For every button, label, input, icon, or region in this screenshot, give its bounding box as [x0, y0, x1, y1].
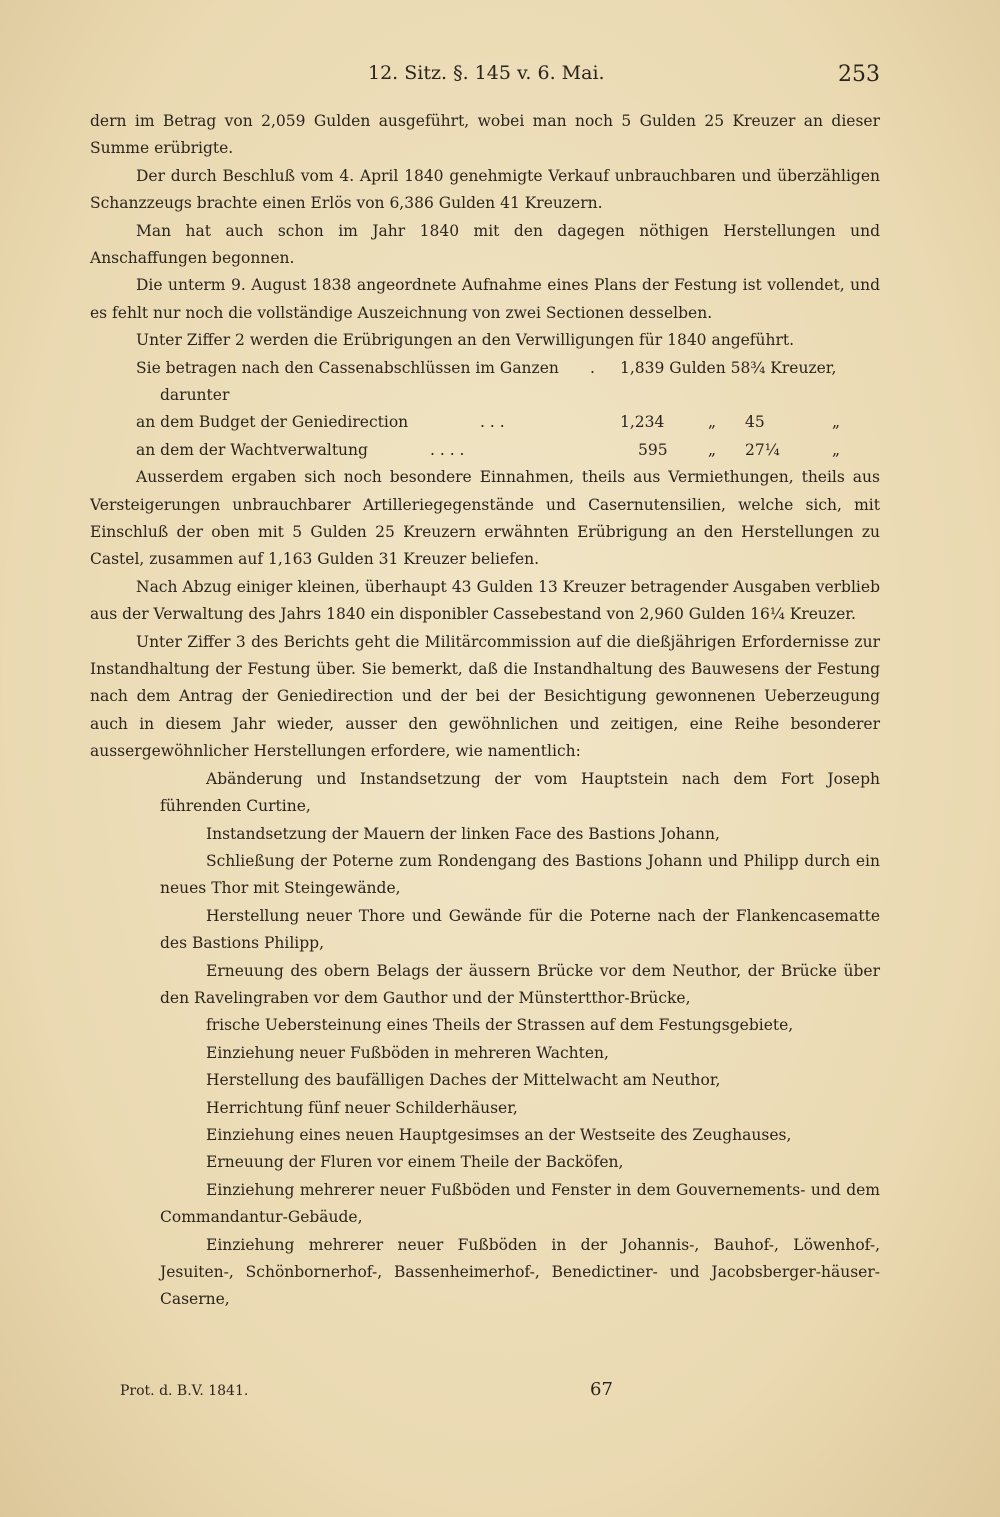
list-item: frische Uebersteinung eines Theils der Strassen auf dem Festungsgebiete,	[206, 1016, 794, 1035]
ledger-total-row	[90, 355, 880, 382]
page-footer	[120, 1379, 820, 1409]
list-item: Einziehung neuer Fußböden in mehreren Wachten,	[206, 1043, 609, 1062]
footer-reference: Prot. d. B.V. 1841.	[120, 1383, 249, 1399]
ledger-row-dots: . . .	[480, 413, 505, 432]
list-item: Herstellung des baufälligen Daches der Mittelwacht am Neuthor,	[206, 1071, 721, 1090]
ledger-row-kreuzer: 27¼	[745, 440, 780, 459]
ledger-row-ditto: „	[708, 440, 717, 459]
ledger-total-label: Sie betragen nach den Cassenabschlüssen im Ganzen	[136, 358, 559, 377]
running-title: 12. Sitz. §. 145 v. 6. Mai.	[368, 62, 605, 84]
ledger-row	[90, 437, 880, 464]
ledger-row-ditto: „	[708, 413, 717, 432]
paragraph: Die unterm 9. August 1838 angeordnete Aufnahme eines Plans der Festung ist vollendet, und es fehlt nur noch die vollständige Auszeichnung von zwei Sectionen desselben.	[90, 276, 880, 322]
paragraph: Unter Ziffer 3 des Berichts geht die Militärcommission auf die dießjährigen Erfordernisse zur Instandhaltung der Festung über. Sie bemerkt, daß die Instandhaltung des Bauwesens der Festung nach dem Antrag der Geniedirection und der bei der Besichtigung gewonnenen Ueberzeugung auch in diesem Jahr wieder, ausser den gewöhnlichen und zeitigen, eine Reihe besonderer aussergewöhnlicher Herstellungen erfordere, wie namentlich:	[90, 632, 880, 761]
list-item: Abänderung und Instandsetzung der vom Hauptstein nach dem Fort Joseph führenden Curtine,	[160, 769, 880, 816]
page-header	[90, 62, 880, 92]
ledger-row-gulden: 1,234	[620, 413, 665, 432]
item-list	[90, 766, 880, 1314]
ledger-row-ditto: „	[832, 413, 841, 432]
ledger-row-label: an dem Budget der Geniedirection	[136, 413, 409, 432]
paragraph: Unter Ziffer 2 werden die Erübrigungen an den Verwilligungen für 1840 angeführt.	[136, 331, 795, 350]
ledger-row-gulden: 595	[638, 440, 668, 459]
list-item: Erneuung des obern Belags der äussern Brücke vor dem Neuthor, der Brücke über den Ravelingraben vor dem Gauthor und der Münstertthor-Brücke,	[160, 961, 880, 1007]
list-item: Schließung der Poterne zum Rondengang des Bastions Johann und Philipp durch ein neues Thor mit Steingewände,	[160, 851, 880, 898]
ledger-darunter-row	[90, 382, 880, 409]
page-body	[90, 108, 880, 1314]
page-number: 253	[838, 62, 880, 87]
list-item: Herstellung neuer Thore und Gewände für die Poterne nach der Flankencasematte des Bastions Philipp,	[160, 906, 880, 953]
paragraph: Man hat auch schon im Jahr 1840 mit den dagegen nöthigen Herstellungen und Anschaffungen begonnen.	[90, 221, 880, 268]
paragraph: Ausserdem ergaben sich noch besondere Einnahmen, theils aus Vermiethungen, theils aus Versteigerungen unbrauchbarer Artilleriegegenstände und Casernutensilien, welche sich, mit Einschluß der oben mit 5 Gulden 25 Kreuzern erwähnten Erübrigung an den Herstellungen zu Castel, zusammen auf 1,163 Gulden 31 Kreuzer beliefen.	[90, 468, 880, 569]
ledger-row-kreuzer: 45	[745, 413, 765, 432]
list-item: Einziehung eines neuen Hauptgesimses an der Westseite des Zeughauses,	[206, 1125, 792, 1144]
ledger-row-dots: . . . .	[430, 440, 465, 459]
paragraph: Der durch Beschluß vom 4. April 1840 genehmigte Verkauf unbrauchbaren und überzähligen Schanzzeugs brachte einen Erlös von 6,386 Gulden 41 Kreuzern.	[90, 166, 880, 213]
list-item: Einziehung mehrerer neuer Fußböden und Fenster in dem Gouvernements- und dem Commandantur-Gebäude,	[160, 1180, 880, 1227]
list-item: Erneuung der Fluren vor einem Theile der Backöfen,	[206, 1153, 624, 1172]
paragraph: dern im Betrag von 2,059 Gulden ausgeführt, wobei man noch 5 Gulden 25 Kreuzer an dieser Summe erübrigte.	[90, 112, 880, 158]
ledger-row-ditto: „	[832, 440, 841, 459]
ledger-total-dots: .	[590, 358, 595, 377]
list-item: Einziehung mehrerer neuer Fußböden in der Johannis-, Bauhof-, Löwenhof-, Jesuiten-, Schönbornerhof-, Bassenheimerhof-, Benedictiner- und Jacobsberger-häuser-Caserne,	[160, 1235, 880, 1309]
list-item: Herrichtung fünf neuer Schilderhäuser,	[206, 1098, 518, 1117]
list-item: Instandsetzung der Mauern der linken Face des Bastions Johann,	[206, 824, 720, 843]
ledger-darunter: darunter	[160, 386, 230, 405]
paragraph: Nach Abzug einiger kleinen, überhaupt 43 Gulden 13 Kreuzer betragender Ausgaben verblieb aus der Verwaltung des Jahrs 1840 ein disponibler Cassebestand von 2,960 Gulden 16¼ Kreuzer.	[90, 577, 880, 624]
ledger-row	[90, 409, 880, 436]
signature-mark: 67	[590, 1379, 613, 1400]
ledger-total-amount: 1,839 Gulden 58¾ Kreuzer,	[620, 358, 837, 377]
ledger-row-label: an dem der Wachtverwaltung	[136, 440, 368, 459]
